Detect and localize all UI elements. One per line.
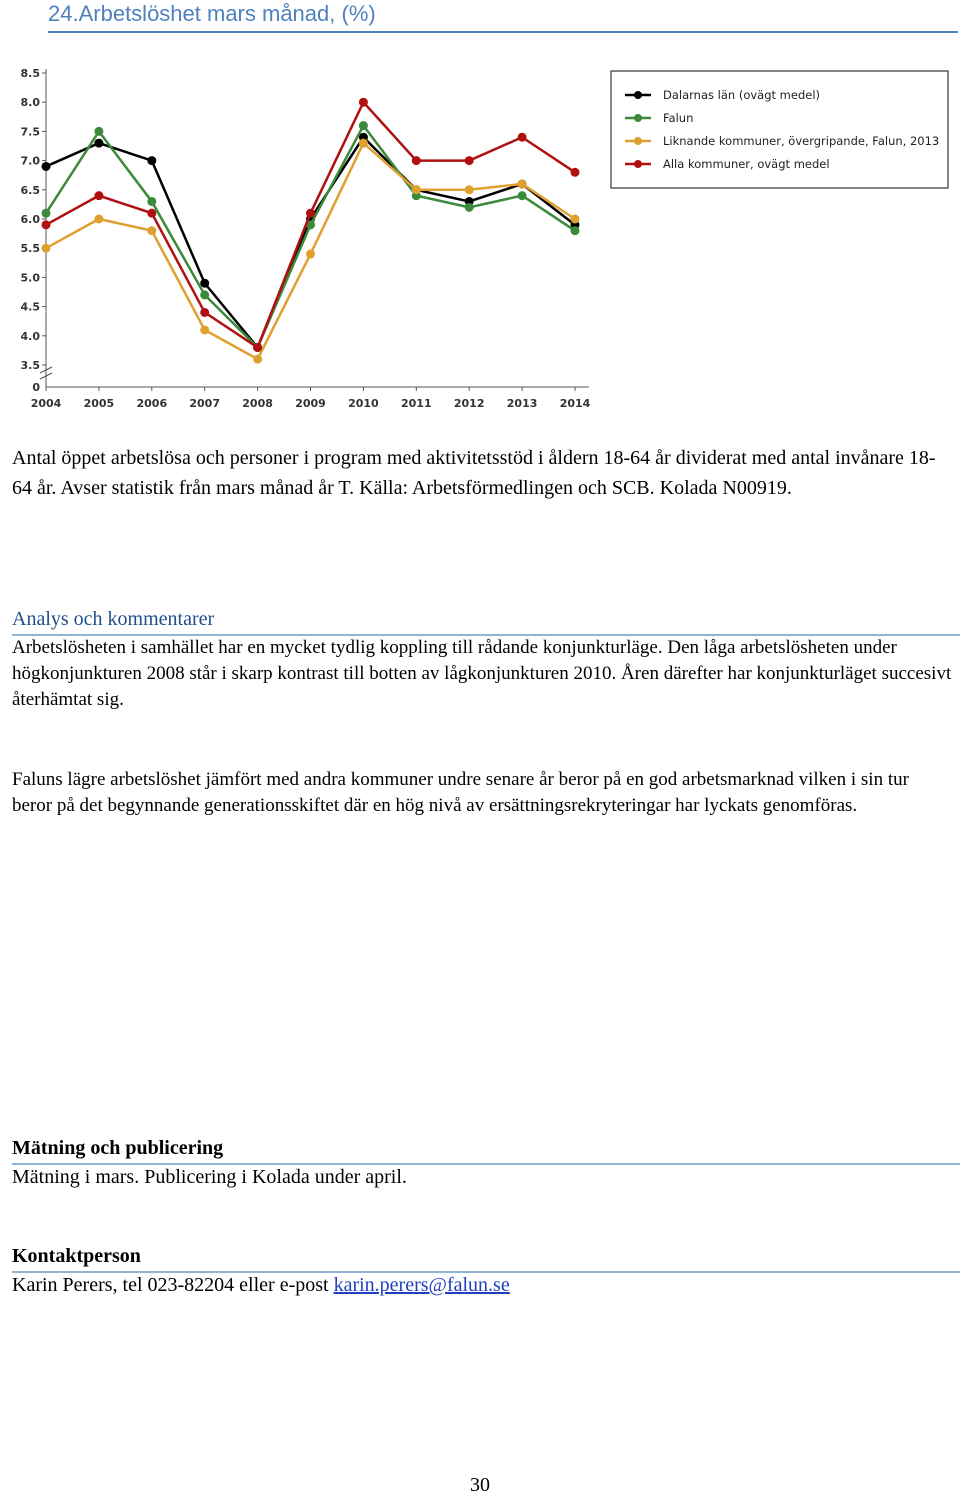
- y-tick-label: 3.5: [20, 359, 40, 372]
- kontakt-details: Karin Perers, tel 023-82204 eller e-post: [12, 1274, 334, 1296]
- data-point: [571, 226, 580, 235]
- data-point: [518, 191, 527, 200]
- analys-paragraph-1: Arbetslösheten i samhället har en mycket tydlig koppling till rådande konjunkturläge. Den låga arbetslösheten under högkonjunkturen 2008 står i skarp kontrast till botten av lågkonjunkturen 2010. Åren därefter har konjunkturläget succesivt återhämtat sig.: [12, 637, 952, 710]
- data-point: [94, 191, 103, 200]
- data-point: [147, 226, 156, 235]
- data-point: [42, 209, 51, 218]
- data-point: [147, 156, 156, 165]
- data-point: [518, 133, 527, 142]
- data-point: [94, 215, 103, 224]
- x-tick-label: 2014: [559, 397, 591, 410]
- email-link[interactable]: karin.perers@falun.se: [333, 1274, 510, 1296]
- data-point: [465, 156, 474, 165]
- legend-label: Alla kommuner, ovägt medel: [663, 157, 830, 171]
- section-title: Arbetslöshet mars månad, (%): [78, 1, 376, 26]
- x-tick-label: 2004: [30, 397, 62, 410]
- data-point: [253, 355, 262, 364]
- analys-paragraph-2: Faluns lägre arbetslöshet jämfört med andra kommuner undre senare år beror på en god arbetsmarknad vilken i sin tur beror på det begynnande generationsskiftet där en hög nivå av ersättningsrekryteringar har lyckats genomföras.: [12, 769, 909, 816]
- data-point: [42, 162, 51, 171]
- x-tick-label: 2013: [506, 397, 538, 410]
- page-number: 30: [470, 1474, 490, 1496]
- matning-text: Mätning i mars. Publicering i Kolada under april.: [12, 1166, 407, 1188]
- data-point: [359, 121, 368, 130]
- kontakt-heading: Kontaktperson: [12, 1243, 960, 1273]
- data-point: [571, 168, 580, 177]
- line-chart: [0, 55, 960, 425]
- data-point: [42, 244, 51, 253]
- section-number: 24.: [48, 1, 79, 26]
- series-line: [46, 137, 575, 347]
- data-point: [465, 185, 474, 194]
- data-point: [147, 197, 156, 206]
- data-point: [359, 98, 368, 107]
- y-tick-label: 5.0: [20, 271, 40, 285]
- x-tick-label: 2008: [242, 397, 273, 410]
- section-heading: [48, 0, 958, 33]
- legend-label: Liknande kommuner, övergripande, Falun, 2013: [663, 134, 940, 148]
- data-point: [465, 203, 474, 212]
- data-point: [147, 209, 156, 218]
- data-point: [200, 279, 209, 288]
- y-tick-label: 7.0: [20, 154, 40, 168]
- data-point: [200, 308, 209, 317]
- data-point: [412, 185, 421, 194]
- data-point: [94, 127, 103, 136]
- data-point: [412, 156, 421, 165]
- y-tick-label: 8.0: [20, 96, 40, 110]
- legend-swatch-dot: [634, 114, 642, 122]
- chart-caption: Antal öppet arbetslösa och personer i program med aktivitetsstöd i åldern 18-64 år dividerat med antal invånare 18-64 år. Avser statistik från mars månad år T. Källa: Arbetsförmedlingen och SCB. Kolada N00919.: [12, 447, 936, 499]
- legend-swatch-dot: [634, 160, 642, 168]
- data-point: [200, 290, 209, 299]
- kontakt-text: [12, 1272, 952, 1298]
- data-point: [42, 220, 51, 229]
- legend-swatch-dot: [634, 137, 642, 145]
- x-tick-label: 2011: [400, 397, 432, 410]
- y-tick-label: 4.5: [20, 300, 40, 314]
- y-tick-label: 7.5: [20, 125, 40, 139]
- series-line: [46, 126, 575, 348]
- x-tick-label: 2012: [453, 397, 485, 410]
- x-tick-label: 2007: [189, 397, 221, 410]
- data-point: [200, 325, 209, 334]
- legend-label: Dalarnas län (ovägt medel): [663, 88, 821, 102]
- y-tick-label: 6.0: [20, 213, 40, 226]
- matning-heading: Mätning och publicering: [12, 1135, 960, 1165]
- y-tick-label: 5.5: [20, 242, 40, 256]
- y-tick-label: 4.0: [20, 329, 40, 343]
- analys-heading: Analys och kommentarer: [12, 606, 960, 636]
- x-tick-label: 2009: [295, 397, 326, 410]
- x-tick-label: 2010: [348, 397, 379, 410]
- data-point: [518, 179, 527, 188]
- data-point: [306, 209, 315, 218]
- y-tick-label: 6.5: [20, 183, 40, 197]
- legend-swatch-dot: [634, 91, 642, 99]
- y-tick-label: 8.5: [20, 67, 40, 80]
- data-point: [306, 250, 315, 259]
- legend-label: Falun: [663, 111, 694, 125]
- data-point: [94, 139, 103, 148]
- data-point: [253, 343, 262, 352]
- data-point: [571, 215, 580, 224]
- data-point: [359, 139, 368, 148]
- y-zero-label: 0: [32, 381, 40, 394]
- x-tick-label: 2005: [83, 397, 115, 410]
- x-tick-label: 2006: [136, 397, 168, 410]
